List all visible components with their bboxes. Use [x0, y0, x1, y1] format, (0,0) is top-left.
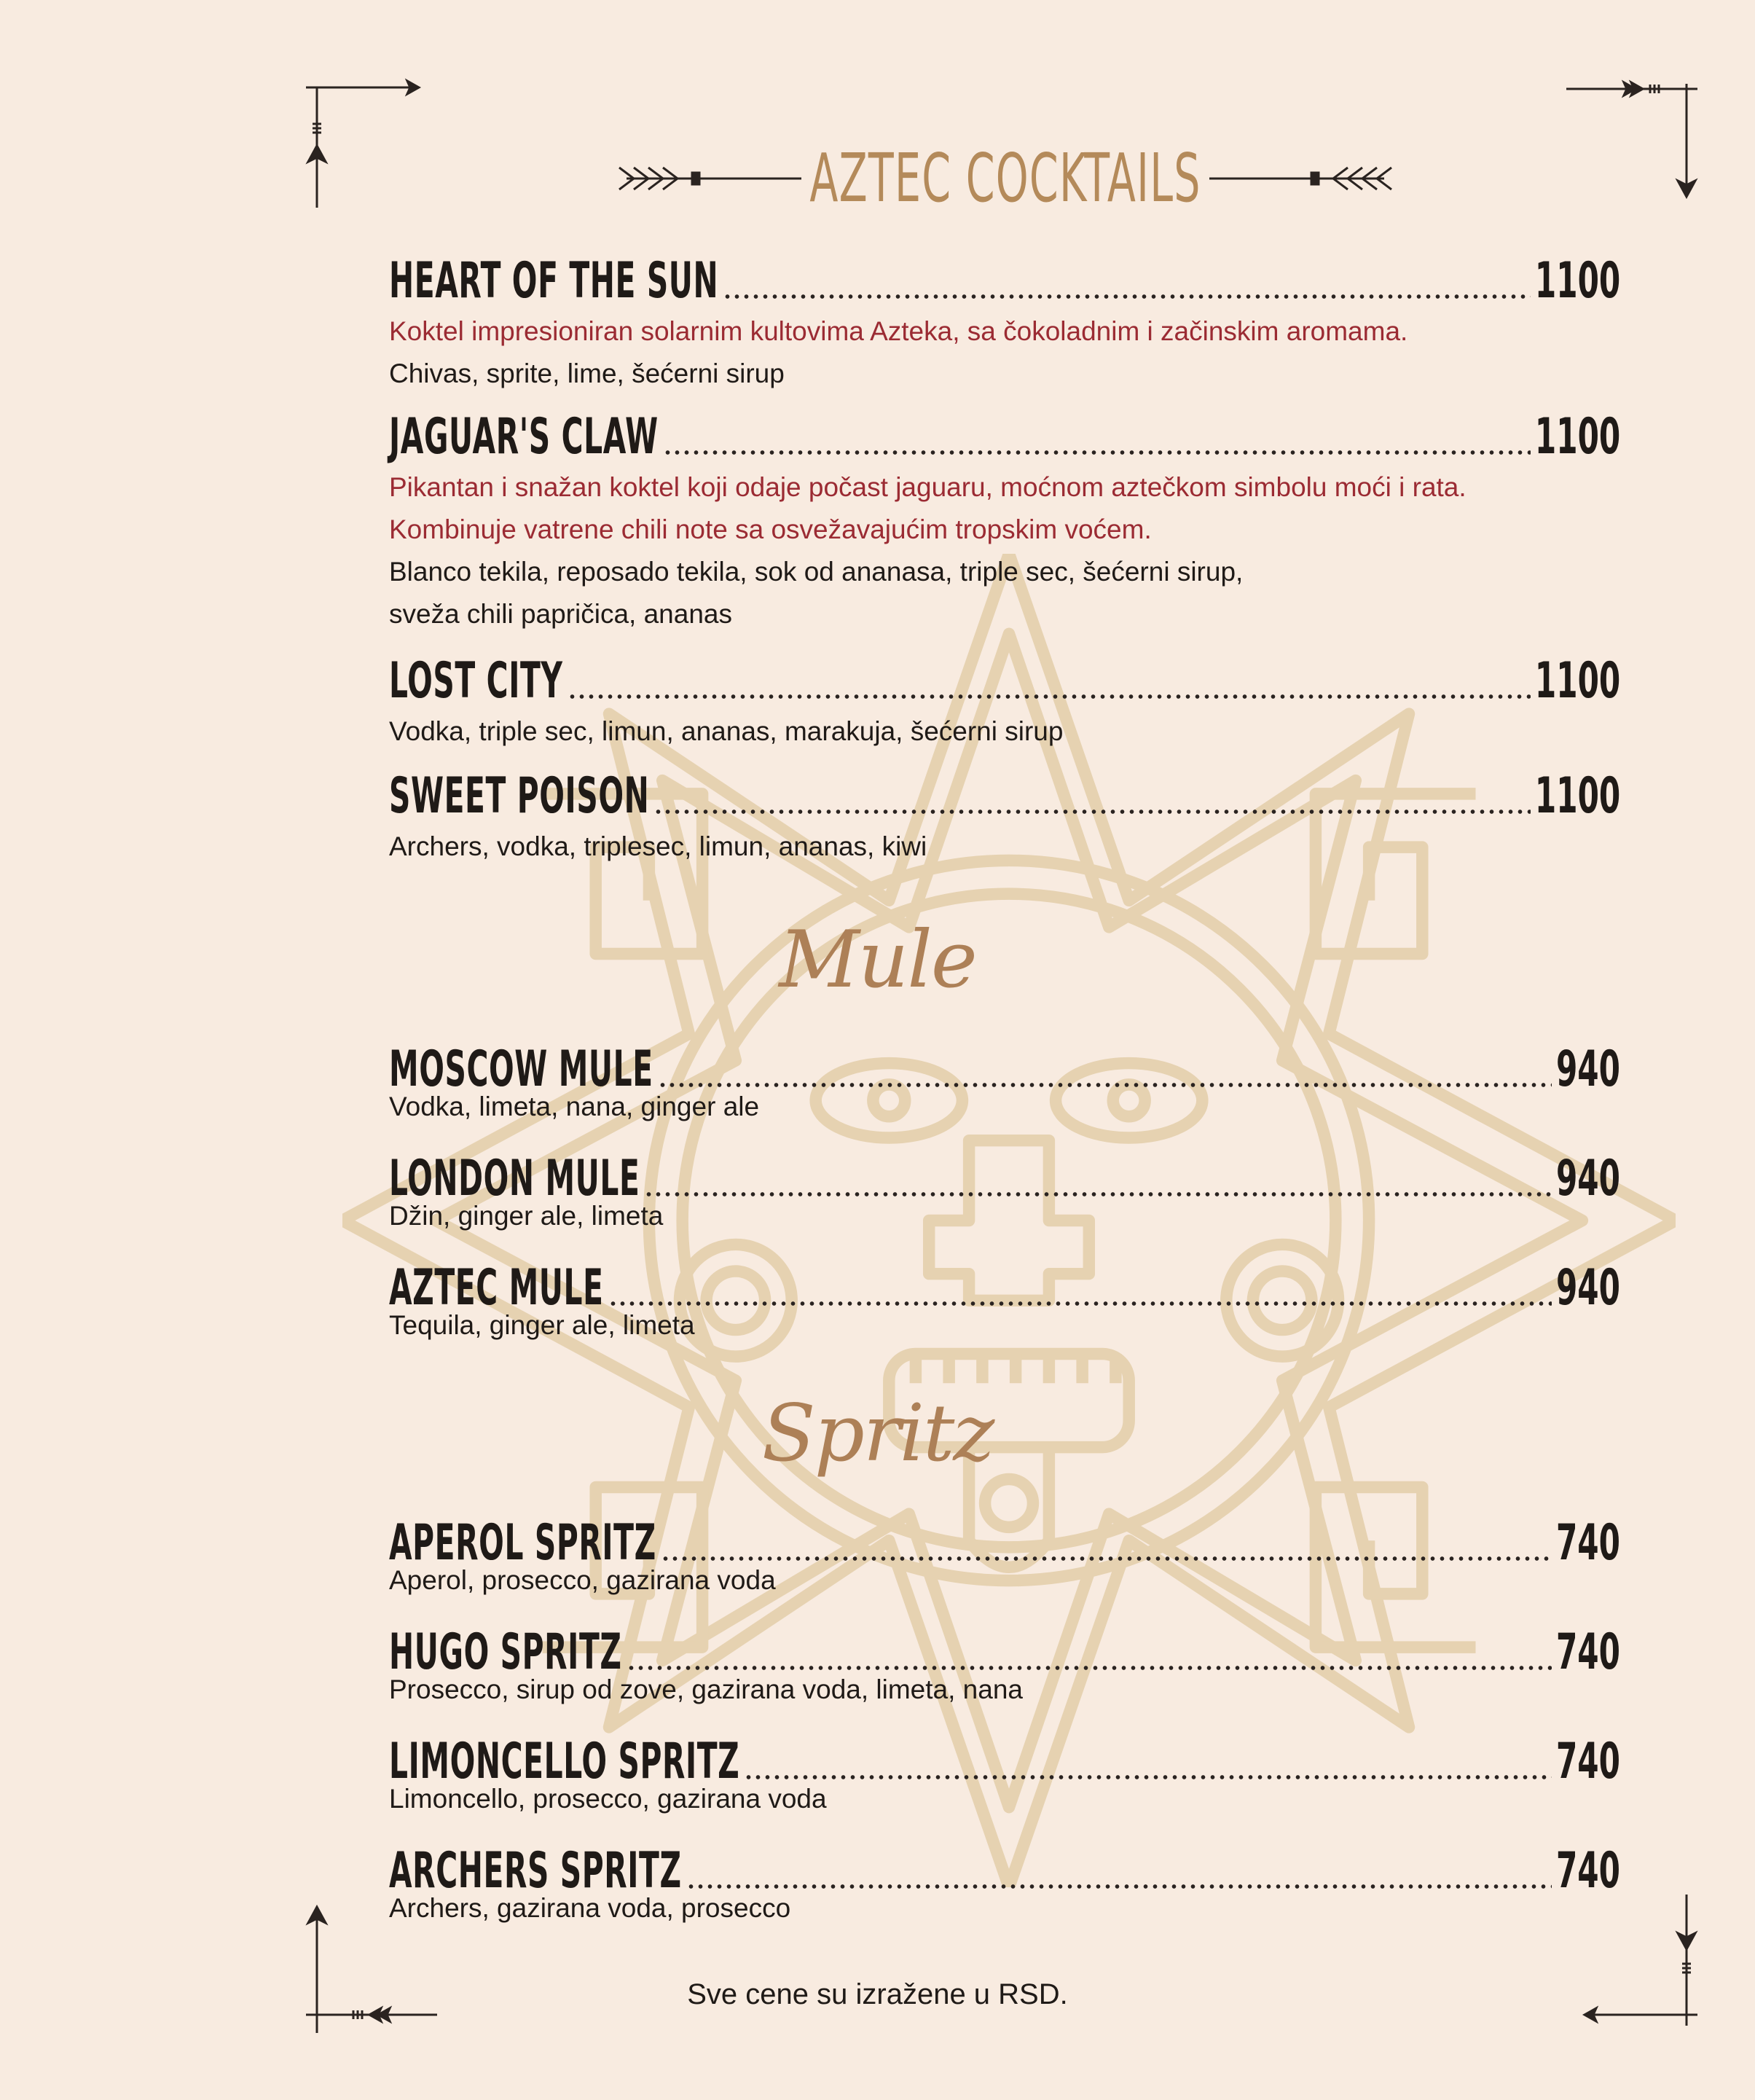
item-price: 1100 — [1534, 252, 1620, 310]
section-heading-spritz: Spritz — [761, 1388, 994, 1479]
item-name: LIMONCELLO SPRITZ — [389, 1733, 740, 1790]
menu-item — [389, 1041, 1620, 1128]
item-ingredients: Vodka, triple sec, limun, ananas, marakuja, šećerni sirup — [389, 716, 1064, 746]
dot-leader — [686, 1884, 1552, 1889]
item-price: 740 — [1555, 1514, 1620, 1572]
arrow-corner-icon — [302, 73, 448, 219]
item-price: 740 — [1555, 1842, 1620, 1900]
item-price: 940 — [1555, 1150, 1620, 1207]
item-description: Koktel impresioniran solarnim kultovima Azteka, sa čokoladnim i začinskim aromama. — [389, 316, 1408, 346]
menu-item — [389, 767, 1620, 868]
menu-item — [389, 408, 1620, 635]
item-ingredients: Tequila, ginger ale, limeta — [389, 1310, 695, 1340]
menu-item — [389, 1150, 1620, 1237]
dot-leader — [744, 1775, 1552, 1779]
dot-leader — [663, 450, 1531, 455]
item-name: LOST CITY — [389, 652, 563, 710]
item-ingredients: Aperol, prosecco, gazirana voda — [389, 1565, 776, 1595]
dot-leader — [627, 1666, 1552, 1670]
dot-leader — [608, 1301, 1552, 1306]
menu-item — [389, 1623, 1620, 1711]
dot-leader — [644, 1192, 1552, 1196]
item-name: ARCHERS SPRITZ — [389, 1842, 682, 1900]
item-price: 1100 — [1534, 652, 1620, 710]
dot-leader — [658, 1083, 1552, 1087]
item-description: Kombinuje vatrene chili note sa osvežavajućim tropskim voćem. — [389, 514, 1152, 544]
item-name: JAGUAR'S CLAW — [389, 408, 659, 466]
item-ingredients: Chivas, sprite, lime, šećerni sirup — [389, 359, 785, 388]
item-price: 1100 — [1534, 767, 1620, 825]
item-ingredients: sveža chili papričica, ananas — [389, 599, 732, 629]
item-price: 940 — [1555, 1041, 1620, 1098]
item-ingredients: Archers, vodka, triplesec, limun, ananas, kiwi — [389, 831, 927, 861]
item-name: MOSCOW MULE — [389, 1041, 653, 1098]
dot-leader — [568, 694, 1531, 699]
item-ingredients: Limoncello, prosecco, gazirana voda — [389, 1784, 827, 1814]
item-ingredients: Vodka, limeta, nana, ginger ale — [389, 1092, 760, 1121]
arrow-corner-icon — [1563, 73, 1708, 219]
item-name: LONDON MULE — [389, 1150, 640, 1207]
item-name: APEROL SPRITZ — [389, 1514, 656, 1572]
item-ingredients: Prosecco, sirup od zove, gazirana voda, limeta, nana — [389, 1674, 1023, 1704]
item-ingredients: Džin, ginger ale, limeta — [389, 1201, 664, 1231]
item-name: AZTEC MULE — [389, 1259, 604, 1317]
item-ingredients: Blanco tekila, reposado tekila, sok od ananasa, triple sec, šećerni sirup, — [389, 557, 1244, 587]
section-heading-mule: Mule — [779, 914, 976, 1006]
menu-item — [389, 1842, 1620, 1929]
footer-note: Sve cene su izražene u RSD. — [687, 1978, 1068, 2010]
item-name: SWEET POISON — [389, 767, 650, 825]
item-price: 1100 — [1534, 408, 1620, 466]
menu-item — [389, 252, 1620, 395]
item-description: Pikantan i snažan koktel koji odaje počast jaguaru, moćnom aztečkom simbolu moći i rata. — [389, 472, 1467, 502]
arrow-divider-icon — [1209, 160, 1399, 197]
page-title: AZTEC COCKTAILS — [809, 139, 1201, 217]
item-price: 740 — [1555, 1733, 1620, 1790]
menu-item — [389, 1733, 1620, 1820]
dot-leader — [723, 294, 1530, 299]
item-name: HEART OF THE SUN — [389, 252, 719, 310]
item-price: 940 — [1555, 1259, 1620, 1317]
item-name: HUGO SPRITZ — [389, 1623, 622, 1681]
menu-item — [389, 652, 1620, 753]
dot-leader — [653, 810, 1530, 814]
dot-leader — [661, 1556, 1552, 1561]
title-row — [612, 131, 1399, 226]
item-price: 740 — [1555, 1623, 1620, 1681]
item-ingredients: Archers, gazirana voda, prosecco — [389, 1893, 791, 1923]
menu-item — [389, 1259, 1620, 1347]
menu-item — [389, 1514, 1620, 1602]
